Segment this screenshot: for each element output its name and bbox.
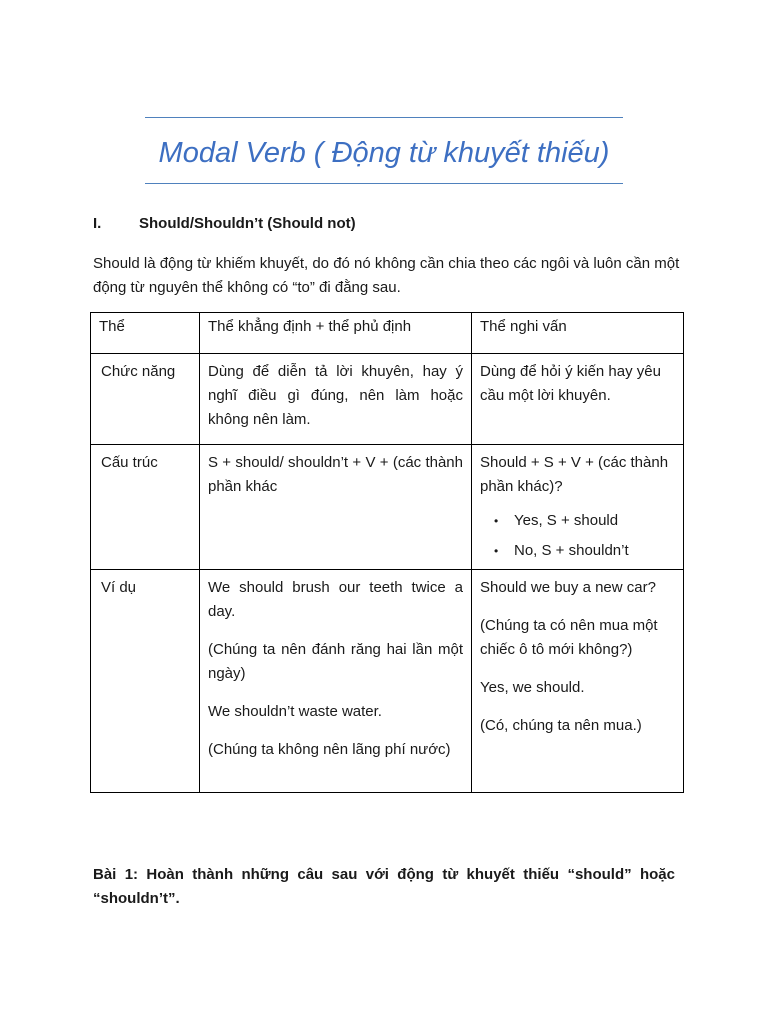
header-cell-form: Thể [91, 313, 200, 354]
row-label-structure: Cấu trúc [91, 445, 200, 570]
function-affirmative-cell: Dùng để diễn tả lời khuyên, hay ý nghĩ điều gì đúng, nên làm hoặc không nên làm. [200, 354, 472, 445]
structure-question-cell [472, 445, 684, 570]
table-header-row [91, 313, 684, 354]
structure-affirmative-cell: S + should/ shouldn’t + V + (các thành phần khác [200, 445, 472, 570]
example-question: Should we buy a new car? [480, 579, 656, 596]
example-question-cell [472, 570, 684, 793]
example-translation: (Có, chúng ta nên mua.) [480, 717, 642, 734]
exercise-heading: Bài 1: Hoàn thành những câu sau với động từ khuyết thiếu “should” hoặc “shouldn’t”. [93, 866, 675, 907]
example-translation: (Chúng ta nên đánh răng hai lần một ngày) [208, 641, 463, 682]
example-translation: (Chúng ta không nên lãng phí nước) [208, 741, 451, 758]
list-item: • Yes, S + should [514, 509, 675, 533]
table-row-function [91, 354, 684, 445]
example-affirmative-cell [200, 570, 472, 793]
section-number: I. [93, 215, 102, 232]
example-translation: (Chúng ta có nên mua một chiếc ô tô mới không?) [480, 617, 658, 658]
table-row-example [91, 570, 684, 793]
example-answer: Yes, we should. [480, 679, 585, 696]
header-cell-affirmative: Thể khẳng định + thể phủ định [200, 313, 472, 354]
row-label-example: Ví dụ [91, 570, 200, 793]
grammar-table [90, 312, 684, 793]
structure-question-text: Should + S + V + (các thành phần khác)? [480, 454, 669, 495]
function-question-cell: Dùng để hỏi ý kiến hay yêu cầu một lời khuyên. [472, 354, 684, 445]
answer-list [480, 509, 675, 563]
header-cell-question: Thể nghi vấn [472, 313, 684, 354]
page-title: Modal Verb ( Động từ khuyết thiếu) [158, 137, 610, 169]
example-sentence: We shouldn’t waste water. [208, 703, 382, 720]
section-title: Should/Shouldn’t (Should not) [139, 215, 356, 232]
list-item: • No, S + shouldn’t [514, 539, 675, 563]
intro-paragraph: Should là động từ khiếm khuyết, do đó nó không cần chia theo các ngôi và luôn cần một động từ nguyên thể không có “to” đi đằng sau. [93, 255, 680, 296]
example-sentence: We should brush our teeth twice a day. [208, 579, 463, 620]
section-heading [93, 214, 356, 234]
title-rule-top [145, 117, 623, 118]
table-row-structure [91, 445, 684, 570]
title-rule-bottom [145, 183, 623, 184]
row-label-function: Chức năng [91, 354, 200, 445]
